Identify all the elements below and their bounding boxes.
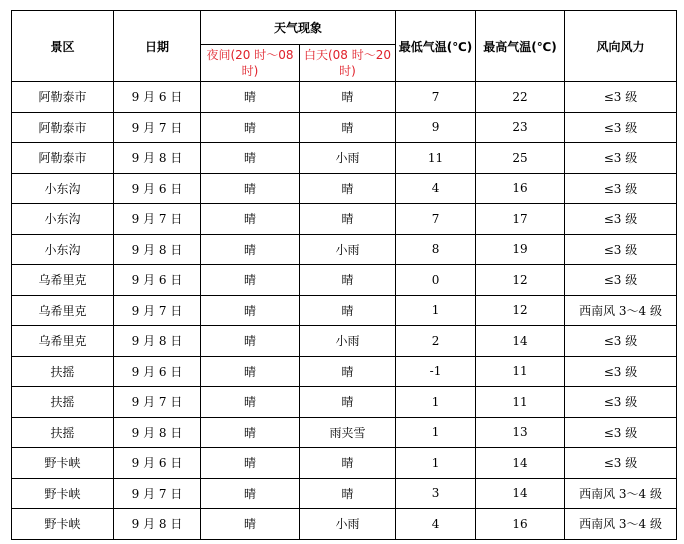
cell-date: 9 月 7 日 bbox=[114, 478, 201, 509]
cell-wind: ≤3 级 bbox=[565, 326, 677, 357]
cell-scenic: 扶摇 bbox=[12, 387, 114, 418]
cell-scenic: 阿勒泰市 bbox=[12, 82, 114, 113]
cell-night-weather: 晴 bbox=[201, 82, 300, 113]
table-row bbox=[12, 82, 677, 113]
cell-max-temp: 11 bbox=[476, 387, 565, 418]
cell-night-weather: 晴 bbox=[201, 417, 300, 448]
cell-night-weather: 晴 bbox=[201, 143, 300, 174]
cell-scenic: 乌希里克 bbox=[12, 265, 114, 296]
cell-min-temp: 1 bbox=[396, 417, 476, 448]
cell-min-temp: 0 bbox=[396, 265, 476, 296]
cell-wind: ≤3 级 bbox=[565, 112, 677, 143]
cell-day-weather: 小雨 bbox=[300, 234, 396, 265]
table-row bbox=[12, 356, 677, 387]
cell-scenic: 野卡峡 bbox=[12, 509, 114, 540]
table-body bbox=[12, 82, 677, 540]
cell-night-weather: 晴 bbox=[201, 173, 300, 204]
cell-scenic: 小东沟 bbox=[12, 234, 114, 265]
weather-forecast-table bbox=[11, 10, 677, 540]
cell-day-weather: 晴 bbox=[300, 82, 396, 113]
cell-night-weather: 晴 bbox=[201, 295, 300, 326]
cell-day-weather: 晴 bbox=[300, 265, 396, 296]
cell-night-weather: 晴 bbox=[201, 234, 300, 265]
cell-date: 9 月 8 日 bbox=[114, 326, 201, 357]
cell-wind: 西南风 3～4 级 bbox=[565, 478, 677, 509]
cell-min-temp: 8 bbox=[396, 234, 476, 265]
cell-wind: ≤3 级 bbox=[565, 173, 677, 204]
cell-scenic: 扶摇 bbox=[12, 417, 114, 448]
cell-scenic: 野卡峡 bbox=[12, 448, 114, 479]
header-scenic: 景区 bbox=[12, 11, 114, 82]
cell-date: 9 月 7 日 bbox=[114, 204, 201, 235]
cell-max-temp: 25 bbox=[476, 143, 565, 174]
cell-day-weather: 雨夹雪 bbox=[300, 417, 396, 448]
cell-max-temp: 11 bbox=[476, 356, 565, 387]
cell-scenic: 阿勒泰市 bbox=[12, 143, 114, 174]
cell-date: 9 月 7 日 bbox=[114, 387, 201, 418]
cell-wind: ≤3 级 bbox=[565, 356, 677, 387]
cell-scenic: 乌希里克 bbox=[12, 326, 114, 357]
cell-min-temp: 7 bbox=[396, 204, 476, 235]
cell-min-temp: 11 bbox=[396, 143, 476, 174]
cell-date: 9 月 8 日 bbox=[114, 417, 201, 448]
table-row bbox=[12, 478, 677, 509]
table-row bbox=[12, 112, 677, 143]
header-max-temp: 最高气温(℃) bbox=[476, 11, 565, 82]
cell-max-temp: 23 bbox=[476, 112, 565, 143]
cell-wind: 西南风 3～4 级 bbox=[565, 295, 677, 326]
cell-max-temp: 12 bbox=[476, 265, 565, 296]
cell-wind: ≤3 级 bbox=[565, 265, 677, 296]
table-row bbox=[12, 509, 677, 540]
cell-date: 9 月 7 日 bbox=[114, 112, 201, 143]
cell-date: 9 月 8 日 bbox=[114, 509, 201, 540]
cell-day-weather: 小雨 bbox=[300, 509, 396, 540]
header-min-temp: 最低气温(℃) bbox=[396, 11, 476, 82]
cell-max-temp: 16 bbox=[476, 509, 565, 540]
cell-wind: ≤3 级 bbox=[565, 448, 677, 479]
cell-date: 9 月 6 日 bbox=[114, 356, 201, 387]
cell-wind: 西南风 3～4 级 bbox=[565, 509, 677, 540]
cell-max-temp: 13 bbox=[476, 417, 565, 448]
cell-day-weather: 晴 bbox=[300, 173, 396, 204]
cell-day-weather: 晴 bbox=[300, 387, 396, 418]
cell-wind: ≤3 级 bbox=[565, 82, 677, 113]
header-date: 日期 bbox=[114, 11, 201, 82]
cell-wind: ≤3 级 bbox=[565, 417, 677, 448]
cell-night-weather: 晴 bbox=[201, 112, 300, 143]
cell-min-temp: 4 bbox=[396, 509, 476, 540]
cell-date: 9 月 7 日 bbox=[114, 295, 201, 326]
cell-wind: ≤3 级 bbox=[565, 234, 677, 265]
cell-wind: ≤3 级 bbox=[565, 387, 677, 418]
cell-max-temp: 12 bbox=[476, 295, 565, 326]
cell-min-temp: 2 bbox=[396, 326, 476, 357]
cell-night-weather: 晴 bbox=[201, 265, 300, 296]
table-row bbox=[12, 387, 677, 418]
table-row bbox=[12, 448, 677, 479]
table-row bbox=[12, 295, 677, 326]
cell-day-weather: 晴 bbox=[300, 448, 396, 479]
cell-scenic: 野卡峡 bbox=[12, 478, 114, 509]
cell-max-temp: 17 bbox=[476, 204, 565, 235]
cell-max-temp: 22 bbox=[476, 82, 565, 113]
cell-min-temp: 9 bbox=[396, 112, 476, 143]
cell-max-temp: 14 bbox=[476, 448, 565, 479]
table-row bbox=[12, 143, 677, 174]
header-weather: 天气现象 bbox=[201, 11, 396, 45]
cell-date: 9 月 6 日 bbox=[114, 265, 201, 296]
cell-night-weather: 晴 bbox=[201, 356, 300, 387]
cell-day-weather: 晴 bbox=[300, 356, 396, 387]
table-row bbox=[12, 234, 677, 265]
cell-night-weather: 晴 bbox=[201, 204, 300, 235]
cell-min-temp: 1 bbox=[396, 387, 476, 418]
header-night: 夜间(20 时～08 时) bbox=[201, 45, 300, 82]
cell-day-weather: 晴 bbox=[300, 112, 396, 143]
table-row bbox=[12, 265, 677, 296]
cell-date: 9 月 6 日 bbox=[114, 173, 201, 204]
cell-scenic: 小东沟 bbox=[12, 204, 114, 235]
cell-scenic: 小东沟 bbox=[12, 173, 114, 204]
cell-wind: ≤3 级 bbox=[565, 143, 677, 174]
cell-scenic: 扶摇 bbox=[12, 356, 114, 387]
cell-max-temp: 19 bbox=[476, 234, 565, 265]
table-row bbox=[12, 417, 677, 448]
cell-scenic: 乌希里克 bbox=[12, 295, 114, 326]
cell-max-temp: 14 bbox=[476, 326, 565, 357]
table-row bbox=[12, 204, 677, 235]
cell-day-weather: 小雨 bbox=[300, 143, 396, 174]
cell-day-weather: 晴 bbox=[300, 204, 396, 235]
header-wind: 风向风力 bbox=[565, 11, 677, 82]
cell-night-weather: 晴 bbox=[201, 326, 300, 357]
cell-night-weather: 晴 bbox=[201, 478, 300, 509]
cell-date: 9 月 8 日 bbox=[114, 234, 201, 265]
table-row bbox=[12, 326, 677, 357]
cell-scenic: 阿勒泰市 bbox=[12, 112, 114, 143]
cell-max-temp: 14 bbox=[476, 478, 565, 509]
cell-night-weather: 晴 bbox=[201, 509, 300, 540]
cell-night-weather: 晴 bbox=[201, 448, 300, 479]
cell-date: 9 月 8 日 bbox=[114, 143, 201, 174]
cell-min-temp: 1 bbox=[396, 295, 476, 326]
cell-min-temp: 7 bbox=[396, 82, 476, 113]
cell-date: 9 月 6 日 bbox=[114, 82, 201, 113]
table-row bbox=[12, 173, 677, 204]
cell-day-weather: 晴 bbox=[300, 478, 396, 509]
cell-day-weather: 晴 bbox=[300, 295, 396, 326]
cell-min-temp: 1 bbox=[396, 448, 476, 479]
cell-max-temp: 16 bbox=[476, 173, 565, 204]
cell-min-temp: -1 bbox=[396, 356, 476, 387]
cell-date: 9 月 6 日 bbox=[114, 448, 201, 479]
cell-day-weather: 小雨 bbox=[300, 326, 396, 357]
header-day: 白天(08 时～20 时) bbox=[300, 45, 396, 82]
cell-night-weather: 晴 bbox=[201, 387, 300, 418]
cell-min-temp: 4 bbox=[396, 173, 476, 204]
cell-wind: ≤3 级 bbox=[565, 204, 677, 235]
cell-min-temp: 3 bbox=[396, 478, 476, 509]
